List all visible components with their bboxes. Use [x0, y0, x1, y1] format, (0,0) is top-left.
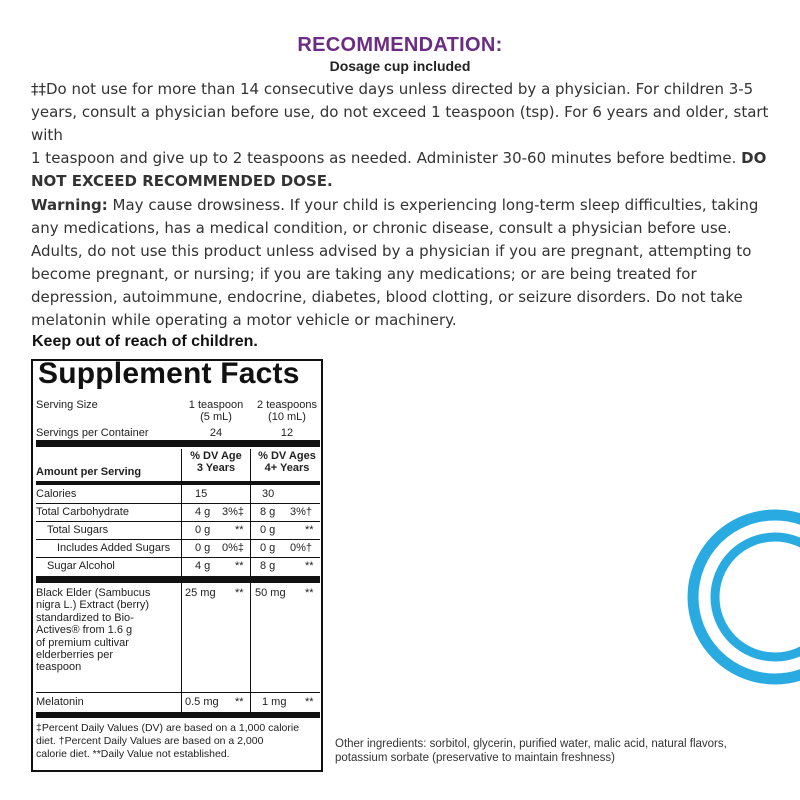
serving-size-col2-line2: (10 mL): [268, 411, 306, 423]
footnote: [36, 722, 299, 761]
col2-header-line1: % DV Ages: [258, 450, 316, 462]
row-sugars-d2: **: [305, 524, 314, 536]
row-melatonin-name: Melatonin: [36, 696, 84, 708]
recommendation-text: [31, 78, 771, 193]
serving-size-col1: [181, 399, 251, 423]
row-carb-d2: 3%†: [290, 506, 313, 518]
dosage-cup-note: Dosage cup included: [329, 58, 471, 74]
serving-size-col1-line1: 1 teaspoon: [188, 399, 244, 411]
rule-under-header: [36, 481, 320, 485]
servings-col1: 24: [209, 427, 223, 439]
supplement-facts-title: Supplement Facts: [38, 357, 300, 390]
rule-sugars: [36, 539, 320, 540]
row-elder-d2: **: [305, 587, 314, 599]
row-sugars-name: Total Sugars: [47, 524, 109, 536]
row-sugar-alcohol-d2: **: [305, 560, 314, 572]
row-sugar-alcohol-a2: 8 g: [260, 560, 276, 572]
col2-header-line2: 4+ Years: [264, 462, 310, 474]
col-divider-2a: [250, 449, 251, 692]
col-divider-2b: [250, 693, 251, 712]
serving-size-col2-line1: 2 teaspoons: [257, 399, 317, 411]
thick-rule-bottom: [36, 712, 320, 718]
row-elder-a2: 50 mg: [255, 587, 286, 599]
row-melatonin-a1: 0.5 mg: [185, 696, 219, 708]
row-elder-d1: **: [235, 587, 244, 599]
row-calories-name: Calories: [36, 488, 77, 500]
row-sugar-alcohol-name: Sugar Alcohol: [47, 560, 115, 572]
footnote-line-3: calorie diet. **Daily Value not established.: [36, 748, 230, 760]
rule-calories: [36, 503, 320, 504]
row-added-sugars-d1: 0%‡: [222, 542, 245, 554]
thick-rule-top: [36, 440, 320, 447]
row-calories-a2: 30: [262, 488, 275, 500]
col1-header-line1: % DV Age: [190, 450, 242, 462]
row-carb-name: Total Carbohydrate: [36, 506, 129, 518]
inner-ring: [715, 537, 800, 657]
thick-rule-middle: [36, 576, 320, 583]
col-divider-1b: [181, 693, 182, 712]
amount-per-serving-label: Amount per Serving: [36, 466, 142, 478]
serving-size-col1-line2: (5 mL): [200, 411, 232, 423]
col1-header: [183, 450, 249, 474]
servings-per-container-label: Servings per Container: [36, 427, 149, 439]
row-carb-d1: 3%‡: [222, 506, 245, 518]
row-added-sugars-a2: 0 g: [260, 542, 276, 554]
row-carb-a1: 4 g: [195, 506, 211, 518]
keep-out-notice: Keep out of reach of children.: [32, 333, 258, 350]
row-elder-name: [36, 587, 150, 674]
elder-line-4: Actives® from 1.6 g: [36, 624, 133, 637]
row-added-sugars-d2: 0%†: [290, 542, 313, 554]
row-elder-a1: 25 mg: [185, 587, 216, 599]
recommendation-line2: [31, 147, 771, 193]
elder-line-2: nigra L.) Extract (berry): [36, 599, 150, 612]
row-added-sugars-name: Includes Added Sugars: [57, 542, 171, 554]
elder-line-6: elderberries per: [36, 649, 114, 662]
footnote-line-2: diet. †Percent Daily Values are based on a 2,000: [36, 735, 264, 747]
supplement-facts-panel: [31, 359, 323, 772]
recommendation-line2-text: 1 teaspoon and give up to 2 teaspoons as needed. Administer 30-60 minutes before bedtime.: [31, 149, 737, 167]
ring-graphic: [680, 500, 800, 700]
recommendation-line1: ‡‡Do not use for more than 14 consecutive days unless directed by a physician. For children 3-5 years, consult a physician before use, do not exceed 1 teaspoon (tsp). For 6 years and older, start with: [31, 80, 769, 144]
elder-line-5: of premium cultivar: [36, 636, 129, 649]
elder-line-7: teaspoon: [36, 661, 82, 674]
row-added-sugars-a1: 0 g: [195, 542, 211, 554]
servings-col2: 12: [280, 427, 294, 439]
row-melatonin-d1: **: [235, 696, 244, 708]
warning-block: [31, 194, 771, 332]
row-melatonin-a2: 1 mg: [262, 696, 287, 708]
warning-label: Warning:: [31, 196, 108, 214]
rule-added-sugars: [36, 557, 320, 558]
col2-header: [252, 450, 322, 474]
row-carb-a2: 8 g: [260, 506, 276, 518]
recommendation-title: RECOMMENDATION:: [297, 34, 503, 56]
col1-header-line2: 3 Years: [196, 462, 236, 474]
recommendation-warning-bold: DO NOT EXCEED RECOMMENDED DOSE.: [31, 149, 767, 190]
row-calories-a1: 15: [195, 488, 208, 500]
row-sugar-alcohol-d1: **: [235, 560, 244, 572]
warning-text: May cause drowsiness. If your child is experiencing long-term sleep difficulties, taking any medications, has a medical condition, or chronic disease, consult a physician before use. Adults, do not use this product unless advised by a physician if you are pregnant, attempting to become pregnant, or nursing; if you are taking any medications; or are being treated for depression, autoimmune, endocrine, diabetes, blood clotting, or seizure disorders. Do not take melatonin while operating a motor vehicle or machinery.: [31, 196, 759, 329]
serving-size-label: Serving Size: [36, 399, 98, 411]
other-ingredients: Other ingredients: sorbitol, glycerin, purified water, malic acid, natural flavors, potassium sorbate (preservative to maintain freshness): [335, 738, 727, 764]
row-sugars-d1: **: [235, 524, 244, 536]
serving-size-col2: [252, 399, 322, 423]
row-sugar-alcohol-a1: 4 g: [195, 560, 211, 572]
elder-line-3: standardized to Bio-: [36, 611, 134, 624]
rule-elder: [36, 692, 320, 693]
row-sugars-a2: 0 g: [260, 524, 276, 536]
elder-line-1: Black Elder (Sambucus: [36, 587, 151, 599]
footnote-line-1: ‡Percent Daily Values (DV) are based on a 1,000 calorie: [36, 722, 300, 734]
rule-carb: [36, 521, 320, 522]
row-melatonin-d2: **: [305, 696, 314, 708]
row-sugars-a1: 0 g: [195, 524, 211, 536]
col-divider-1a: [181, 449, 182, 692]
